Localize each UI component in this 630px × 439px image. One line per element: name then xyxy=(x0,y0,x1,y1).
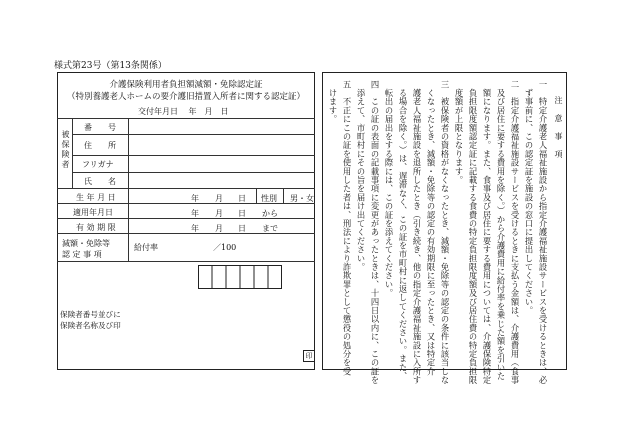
note-line: くなったとき、減額・免除等の認定の有効期限に至ったとき、又は特定介 xyxy=(426,80,436,376)
note-line: 四 この証の表面の記載事項に変更があったときは、十四日以内に、この証を xyxy=(370,80,380,385)
insurer-label-2: 保険者名称及び印 xyxy=(60,321,121,330)
label-birth: 生 年 月 日 xyxy=(76,193,116,202)
note-line: 転出の届出をする際には、この証を添えてください。 xyxy=(384,80,394,298)
reduction-label-2: 認 定 事 項 xyxy=(62,250,102,259)
insured-label: 被保険者 xyxy=(61,130,70,170)
expiry-year: 年 xyxy=(191,224,199,233)
note-line: 五 不正にこの証を使用した者は、刑法により詐欺罪として懲役の処分を受 xyxy=(342,80,352,376)
note-line: 額になります。また、食事及び居住に要する費用については、介護保険特定 xyxy=(482,80,492,385)
insurer-number-boxes xyxy=(198,265,282,289)
until-label: まで xyxy=(262,224,278,233)
note-line: 三 被保険者の資格がなくなったとき、減額・免除等の認定の条件に該当しな xyxy=(440,80,450,385)
certificate-subtitle: （特別養護老人ホームの要介護旧措置入所者に関する認定証） xyxy=(66,92,305,102)
issue-date: 交付年月日 年 月 日 xyxy=(138,107,229,116)
note-line: 二 指定介護福祉施設サービスを受けるときに支払う金額は、介護費用（食事 xyxy=(510,80,520,385)
birth-year: 年 xyxy=(191,194,199,203)
notes-heading: 注 意 事 項 xyxy=(554,96,563,159)
note-line: 及び居住に要する費用を除く。）から介護費用に給付率を乗じた額を引いた xyxy=(496,80,506,381)
note-line: けます。 xyxy=(328,80,338,124)
rate-value: ／100 xyxy=(213,243,237,252)
note-line: 負担限度額認定証に記載する食費の特定負担限度額及び居住費の特定負担限 xyxy=(468,80,478,385)
form-number: 様式第23号（第13条関係） xyxy=(54,61,167,71)
label-address: 住 所 xyxy=(84,141,116,150)
note-line: 度額が上限となります。 xyxy=(454,80,464,185)
expiry-month: 月 xyxy=(215,224,223,233)
expiry-day: 日 xyxy=(238,224,246,233)
label-apply-start: 適用年月日 xyxy=(73,208,113,217)
birth-month: 月 xyxy=(215,194,223,203)
birth-day: 日 xyxy=(238,194,246,203)
note-line: 護老人福祉施設を退所したとき（引き続き、他の指定介護福祉施設に入所す xyxy=(412,80,422,385)
apply-year: 年 xyxy=(191,209,199,218)
label-expiry: 有 効 期 限 xyxy=(76,223,116,232)
note-line: 添えて、市町村にその旨を届け出てください。 xyxy=(356,80,366,272)
label-furigana: フリガナ xyxy=(82,160,114,169)
certificate-title: 介護保険利用者負担額減額・免除認定証 xyxy=(109,80,263,90)
reduction-label: 減額・免除等 xyxy=(62,239,110,248)
insurer-label: 保険者番号並びに xyxy=(60,310,121,319)
label-name: 氏 名 xyxy=(84,177,116,186)
note-line: る場合を除く。）は、遅滞なく、この証を市町村に返してください。また、 xyxy=(398,80,408,381)
note-line: 一 特定介護老人福祉施設から指定介護福祉施設サービスを受けるときは、必 xyxy=(538,80,548,385)
apply-day: 日 xyxy=(238,209,246,218)
gender-options: 男・女 xyxy=(290,194,314,203)
apply-month: 月 xyxy=(215,209,223,218)
from-label: から xyxy=(262,209,278,218)
note-line: ず事前に、この認定証を施設の窓口に提出してください。 xyxy=(524,80,534,315)
label-number: 番 号 xyxy=(84,123,116,132)
rate-label: 給付率 xyxy=(134,243,158,252)
seal-mark: 印 xyxy=(303,350,315,362)
gender-label: 性別 xyxy=(261,194,277,203)
